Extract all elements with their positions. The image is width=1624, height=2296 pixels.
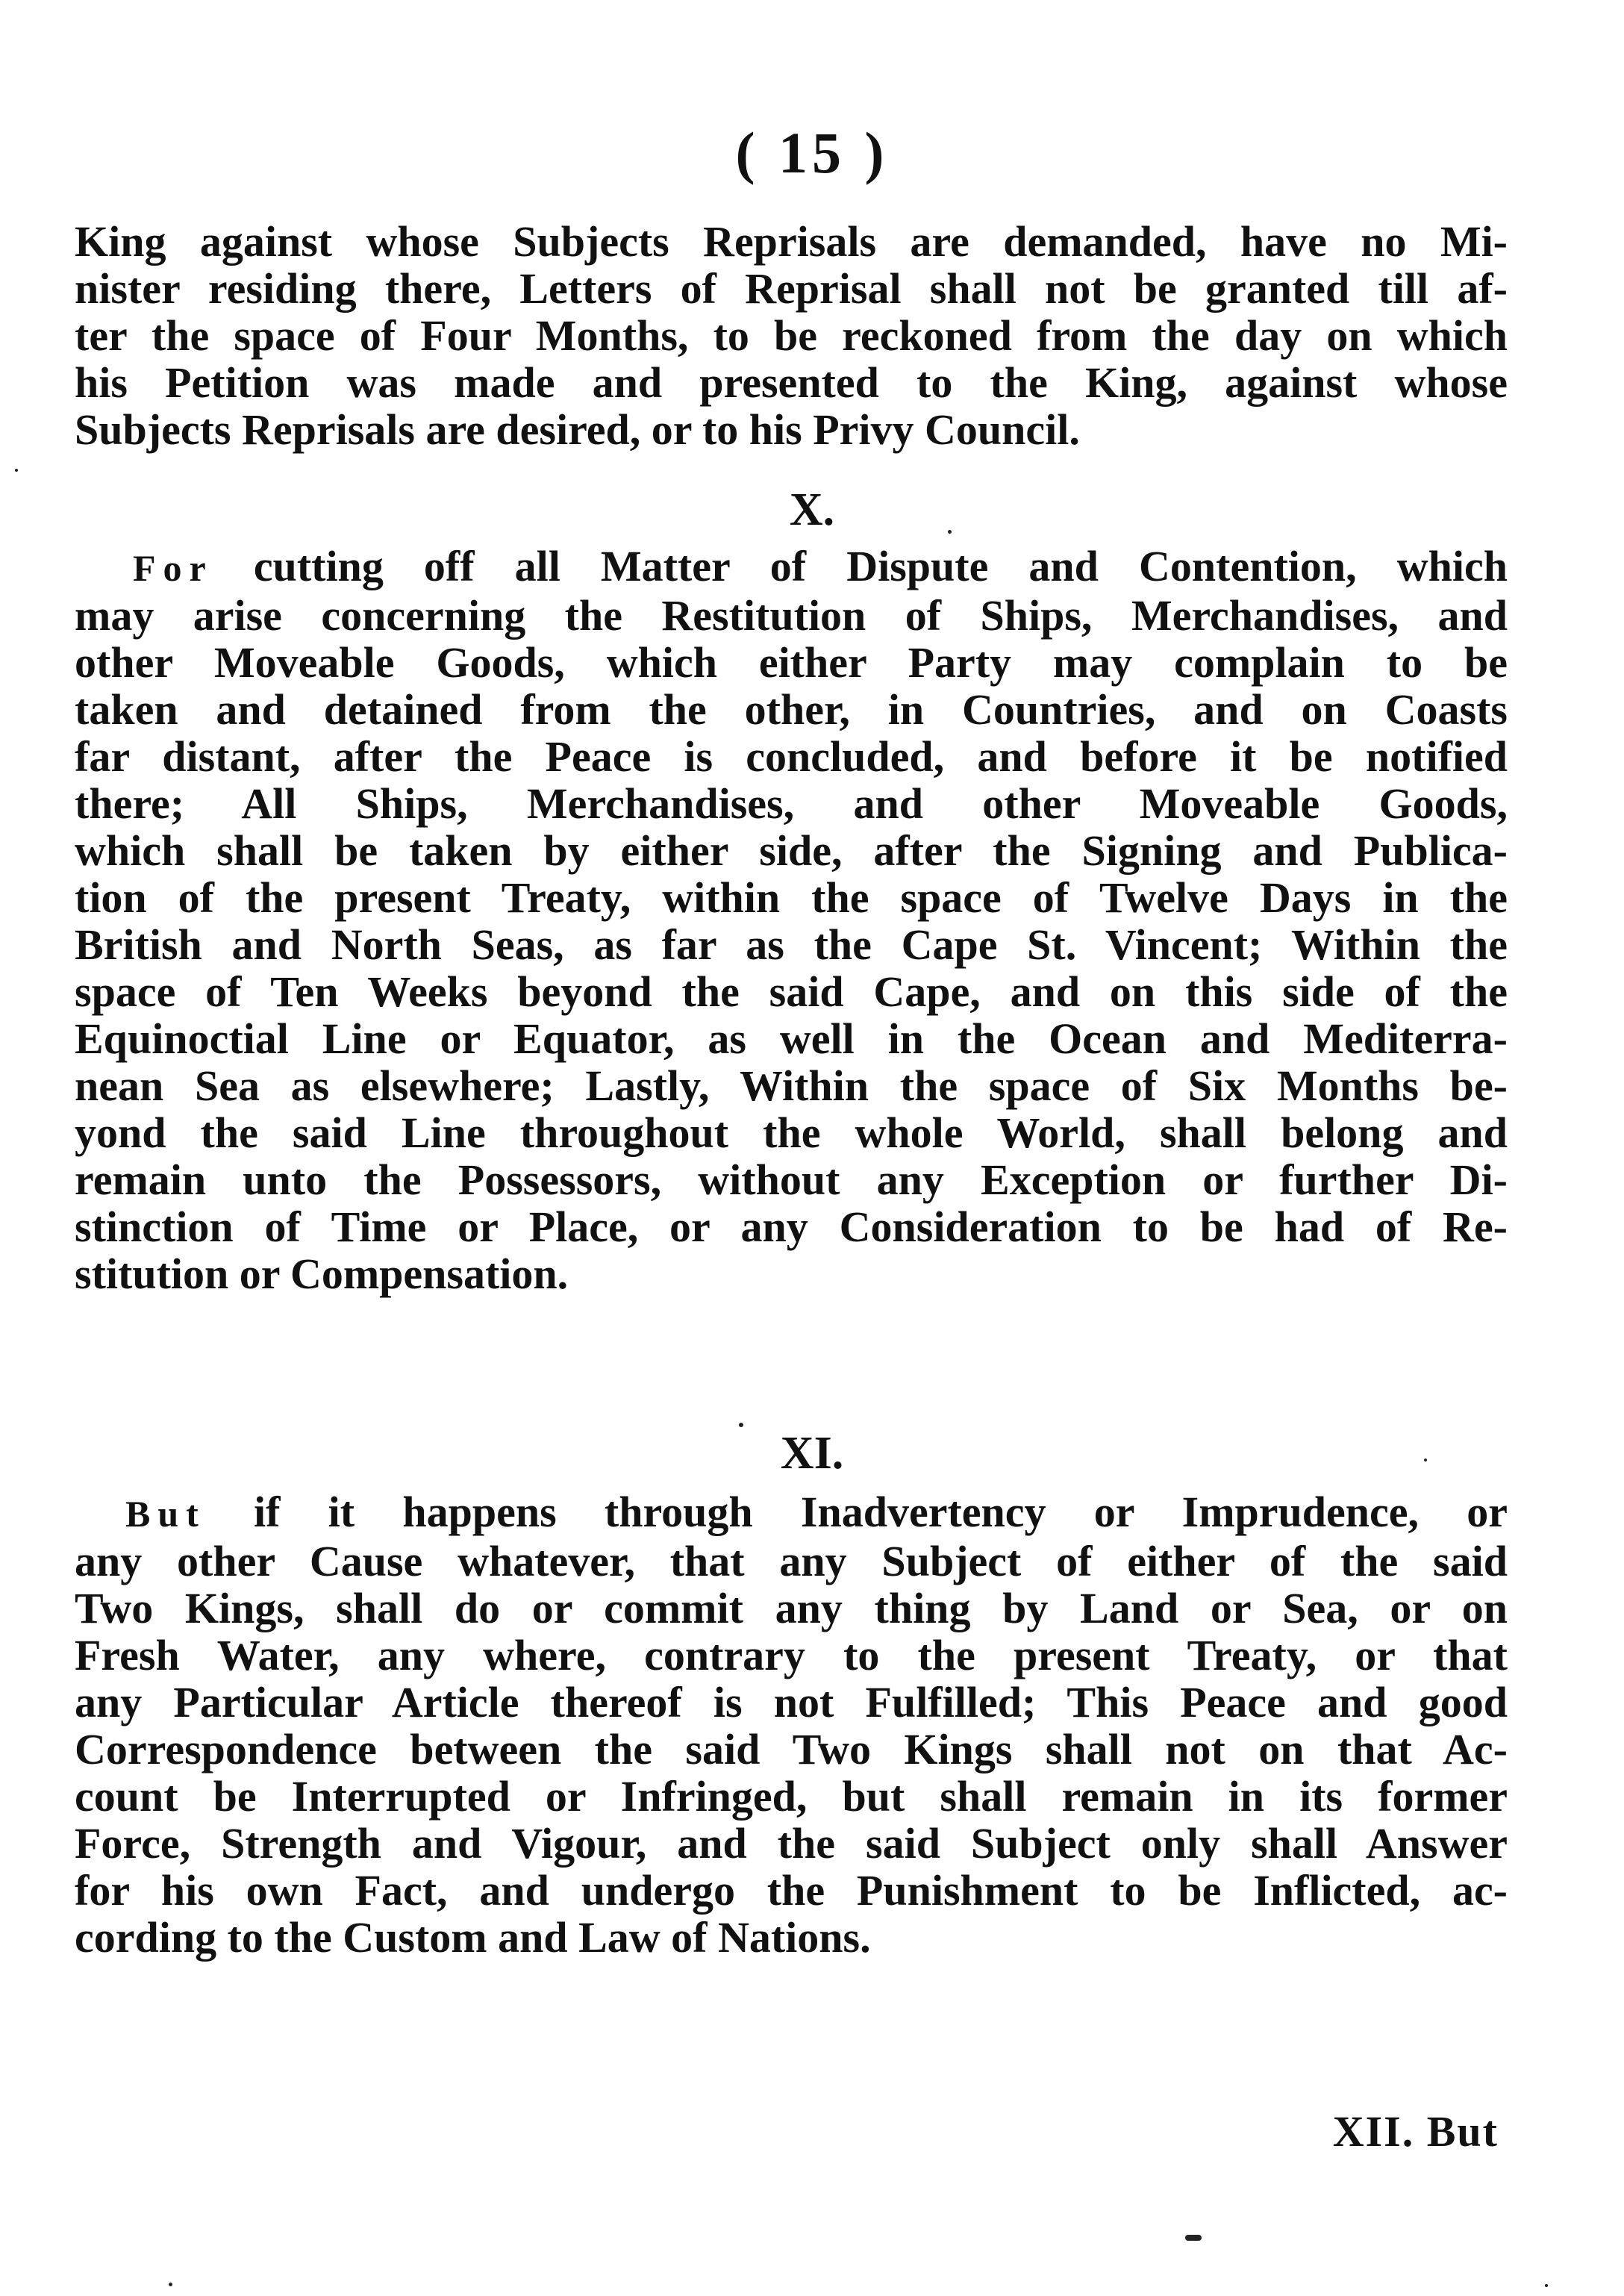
text-line: may arise concerning the Restitution of Ships, Merchandises, and [75,591,1508,640]
text-line: stinction of Time or Place, or any Consideration to be had of Re- [75,1202,1508,1251]
text-line: other Moveable Goods, which either Party may complain to be [75,638,1508,687]
print-speck [739,1423,743,1427]
paragraph-continuation [75,218,1508,453]
text-line-rest: cutting off all Matter of Dispute and Contention, which [213,542,1508,590]
text-line [75,1488,1508,1538]
text-line: taken and detained from the other, in Countries, and on Coasts [75,685,1508,734]
text-line: Two Kings, shall do or commit any thing by Land or Sea, or on [75,1584,1508,1632]
text-line: tion of the present Treaty, within the space of Twelve Days in the [75,873,1508,922]
text-line: there; All Ships, Merchandises, and other Moveable Goods, [75,779,1508,828]
text-line: stitution or Compensation. [75,1250,569,1298]
text-line [75,543,1508,592]
text-line: Correspondence between the said Two Kings shall not on that Ac- [75,1725,1508,1774]
text-line: British and North Seas, as far as the Cape St. Vincent; Within the [75,920,1508,969]
text-line: his Petition was made and presented to the King, against whose [75,358,1508,407]
print-speck [1545,2284,1548,2287]
print-speck [1185,2235,1202,2241]
text-line: ter the space of Four Months, to be reckoned from the day on which [75,311,1508,360]
text-line: far distant, after the Peace is concluded, and before it be notified [75,732,1508,781]
text-line-rest: if it happens through Inadvertency or Imprudence, or [205,1488,1508,1536]
text-line: nean Sea as elsewhere; Lastly, Within the space of Six Months be- [75,1061,1508,1110]
print-speck [15,469,18,472]
text-line: count be Interrupted or Infringed, but shall remain in its former [75,1772,1508,1821]
page-number: ( 15 ) [735,120,889,185]
text-line: Subjects Reprisals are desired, or to his Privy Council. [75,405,1080,454]
print-speck [169,2283,172,2286]
text-line: space of Ten Weeks beyond the said Cape, and on this side of the [75,967,1508,1016]
lead-word: For [133,547,213,589]
text-line: for his own Fact, and undergo the Punishment to be Inflicted, ac- [75,1866,1508,1915]
text-line: any other Cause whatever, that any Subject of either of the said [75,1537,1508,1585]
text-line: which shall be taken by either side, after the Signing and Publica- [75,826,1508,875]
text-line: any Particular Article thereof is not Fulfilled; This Peace and good [75,1678,1508,1726]
article-xi-paragraph [75,1488,1508,1961]
text-line: Equinoctial Line or Equator, as well in the Ocean and Mediterra- [75,1014,1508,1063]
text-line: yond the said Line throughout the whole World, shall belong and [75,1108,1508,1157]
article-x-paragraph [75,543,1508,1297]
print-speck [1424,1459,1427,1461]
print-speck [948,530,952,534]
article-x-heading: X. [789,484,835,535]
text-line: remain unto the Possessors, without any Exception or further Di- [75,1155,1508,1204]
text-line: nister residing there, Letters of Reprisal shall not be granted till af- [75,264,1508,313]
text-line: Force, Strength and Vigour, and the said Subject only shall Answer [75,1819,1508,1868]
catchword: XII. But [1332,2107,1499,2156]
lead-word: But [125,1493,206,1535]
article-xi-heading: XI. [780,1428,844,1479]
text-line: Fresh Water, any where, contrary to the present Treaty, or that [75,1631,1508,1679]
text-line: cording to the Custom and Law of Nations. [75,1913,871,1962]
text-line: King against whose Subjects Reprisals are demanded, have no Mi- [75,217,1508,266]
